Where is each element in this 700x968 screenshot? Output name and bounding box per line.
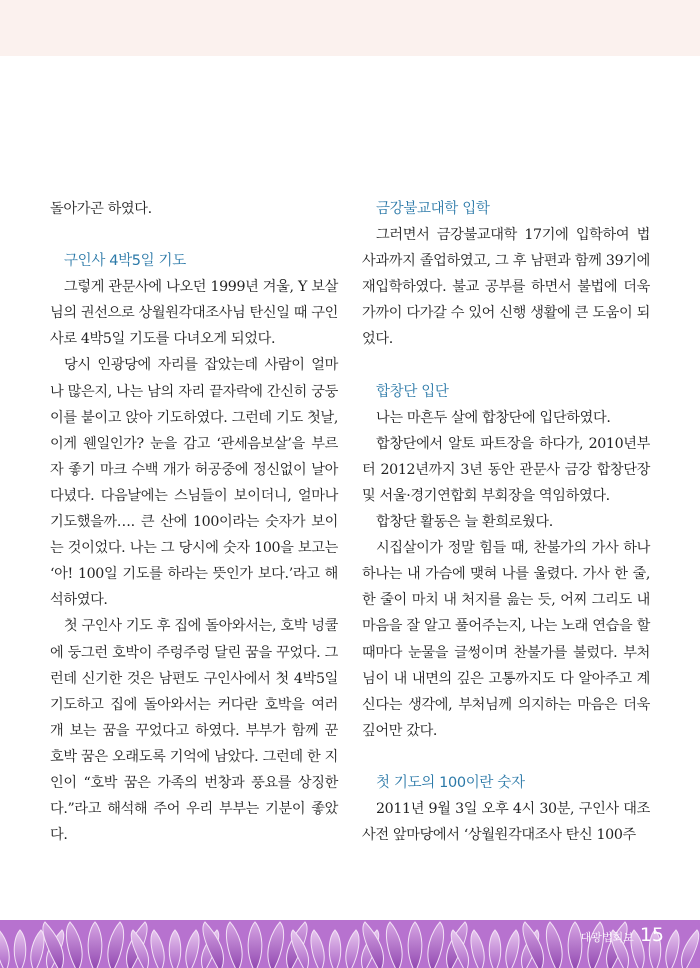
paragraph: 합창단에서 알토 파트장을 하다가, 2010년부터 2012년까지 3년 동안 관문사 금강 합창단장 및 서울·경기연합회 부회장을 역임하였다.: [362, 435, 650, 504]
section-heading: 구인사 4박5일 기도: [64, 253, 186, 270]
left-column: [50, 196, 338, 848]
paragraph: 첫 구인사 기도 후 집에 돌아와서는, 호박 넝쿨에 둥그런 호박이 주렁주렁 달린 꿈을 꾸었다. 그런데 신기한 것은 남편도 구인사에서 첫 4박5일 기도하고 집에 돌아와서는 커다란 호박을 여러 개 보는 꿈을 꾸었다고 하였다. 부부가 함께 꾼 호박 꿈은 오래도록 기억에 남았다. 그런데 한 지인이 “호박 꿈은 가족의 번창과 풍요를 상징한다.”라고 해석해 주어 우리 부부는 기분이 좋았다.: [50, 618, 338, 844]
right-column: [362, 196, 650, 848]
paragraph: 시집살이가 정말 힘들 때, 찬불가의 가사 하나하나는 내 가슴에 맺혀 나를 울렸다. 가사 한 줄, 한 줄이 마치 내 처지를 읊는 듯, 어찌 그리도 내 마음을 잘 알고 풀어주는지, 나는 노래 연습을 할 때마다 눈물을 글썽이며 찬불가를 불렀다. 부처님이 내 내면의 깊은 고통까지도 다 알아주고 계신다는 생각에, 부처님께 의지하는 마음은 더욱 깊어만 갔다.: [362, 540, 650, 739]
section-heading: 첫 기도의 100이란 숫자: [376, 774, 525, 791]
paragraph: 나는 마흔두 살에 합창단에 입단하였다.: [376, 409, 611, 426]
paragraph: 당시 인광당에 자리를 잡았는데 사람이 얼마나 많은지, 나는 남의 자리 끝자락에 간신히 궁둥이를 붙이고 앉아 기도하였다. 그런데 기도 첫날, 이게 웬일인가? 눈을 감고 ‘관세음보살’을 부르자 좋기 마크 수백 개가 허공중에 정신없이 날아다녔다. 다음날에는 스님들이 보이더니, 얼마나 기도했을까…. 큰 산에 100이라는 숫자가 보이는 것이었다. 나는 그 당시에 숫자 100을 보고는 ‘아! 100일 기도를 하라는 뜻인가 보다.’라고 해석하였다.: [50, 357, 338, 609]
section-heading: 금강불교대학 입학: [376, 201, 490, 217]
publication-name: 대광법회보: [580, 931, 634, 944]
section-heading: 합창단 입단: [376, 383, 449, 400]
paragraph: 합창단 활동은 늘 환희로웠다.: [376, 514, 553, 531]
paragraph: 그렇게 관문사에 나오던 1999년 겨울, Y 보살님의 권선으로 상월원각대조사님 탄신일 때 구인사로 4박5일 기도를 다녀오게 되었다.: [50, 279, 338, 348]
page-footer: [581, 924, 664, 946]
top-band: [0, 0, 700, 56]
paragraph: 돌아가곤 하였다.: [50, 201, 152, 217]
paragraph: 2011년 9월 3일 오후 4시 30분, 구인사 대조사전 앞마당에서 ‘상월원각대조사 탄신 100주: [362, 800, 650, 844]
page-number: 15: [639, 924, 664, 946]
paragraph: 그러면서 금강불교대학 17기에 입학하여 법사과까지 졸업하였고, 그 후 남편과 함께 39기에 재입학하였다. 불교 공부를 하면서 불법에 더욱 가까이 다가갈 수 있어 신행 생활에 큰 도움이 되었다.: [362, 227, 650, 348]
